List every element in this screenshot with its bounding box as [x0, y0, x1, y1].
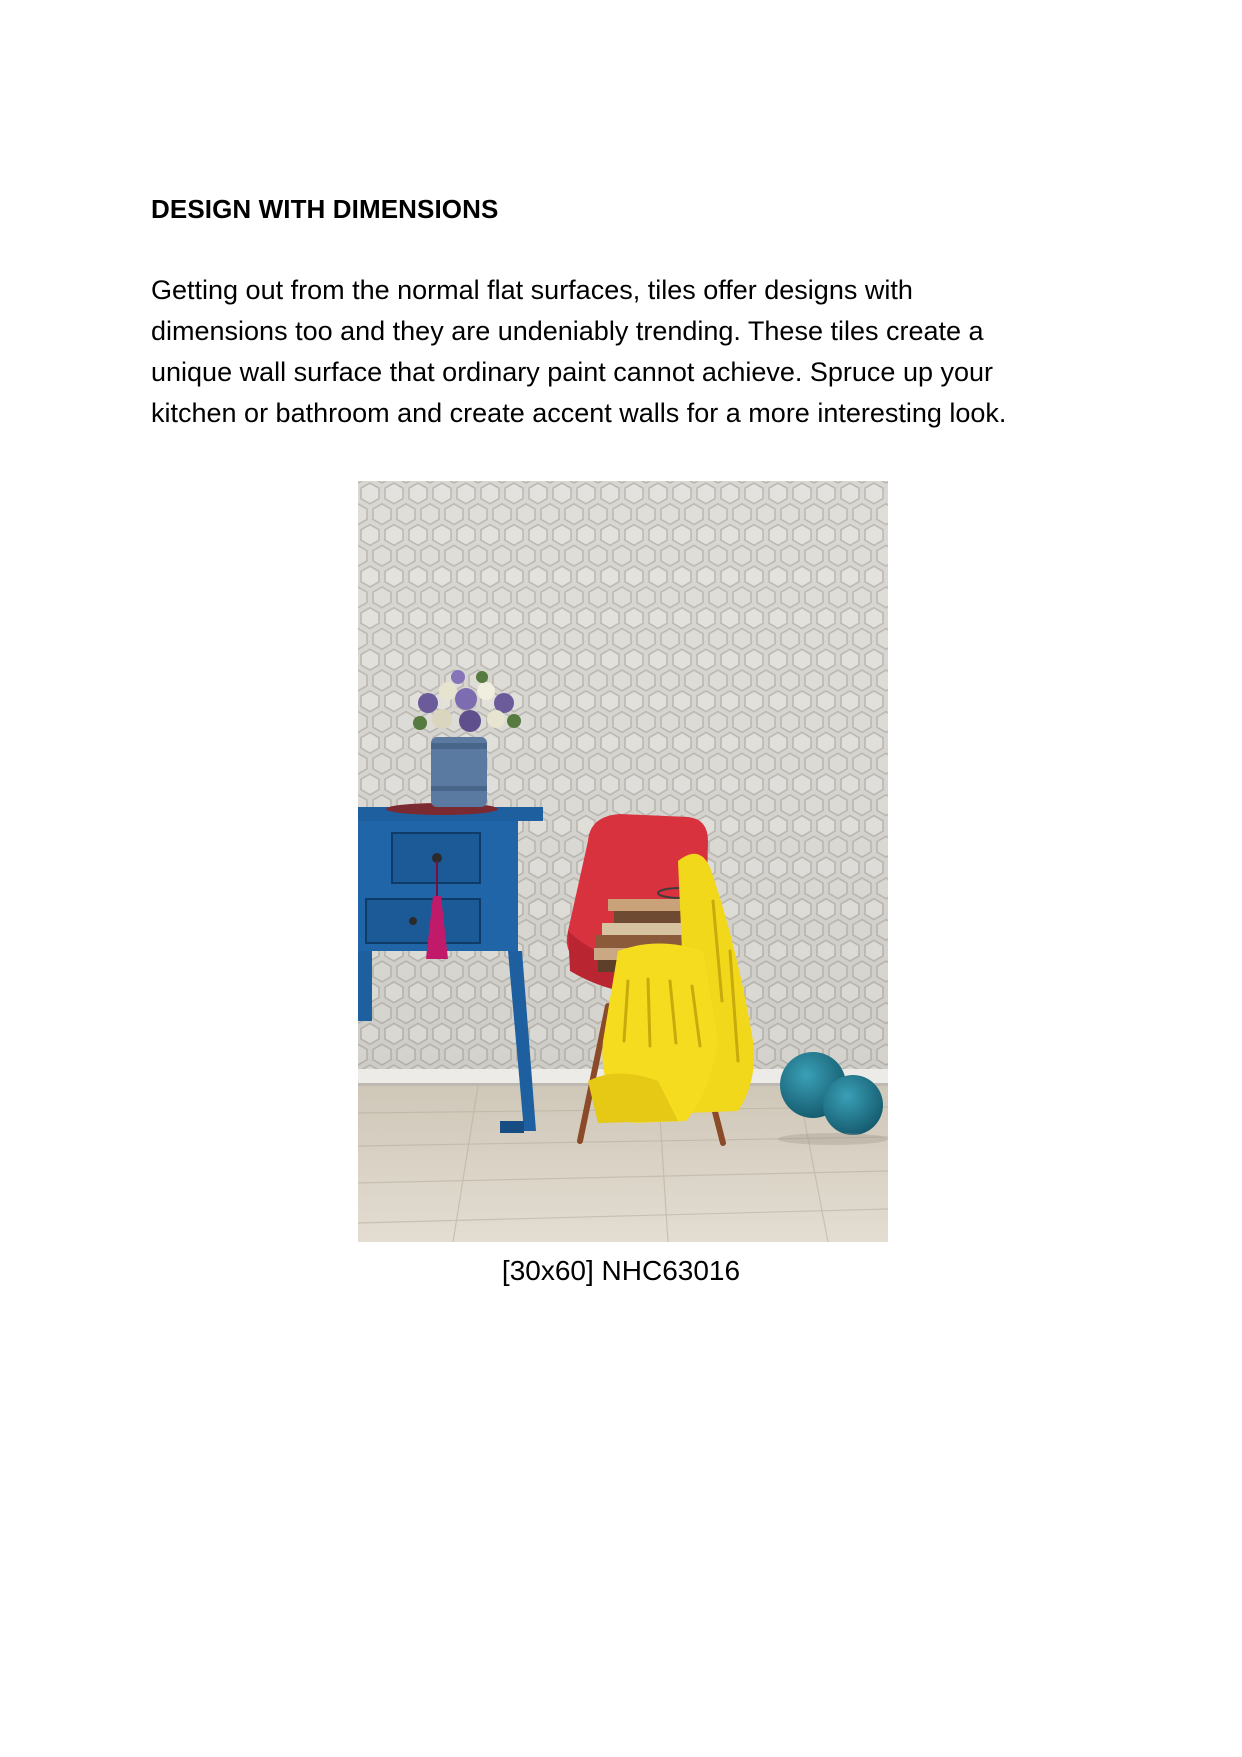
section-heading: DESIGN WITH DIMENSIONS [151, 194, 499, 224]
body-paragraph [151, 270, 1111, 434]
flower-vase [431, 737, 487, 807]
product-photo [358, 481, 888, 1242]
figure-caption: [30x60] NHC63016 [501, 1255, 741, 1286]
paragraph-line: Getting out from the normal flat surfaces, tiles offer designs with [151, 275, 913, 305]
paragraph-line: dimensions too and they are undeniably trending. These tiles create a [151, 316, 984, 346]
teal-ball [823, 1075, 883, 1135]
room-scene-illustration [358, 481, 888, 1242]
paragraph-line: kitchen or bathroom and create accent walls for a more interesting look. [151, 398, 1007, 428]
paragraph-line: unique wall surface that ordinary paint cannot achieve. Spruce up your [151, 357, 994, 387]
